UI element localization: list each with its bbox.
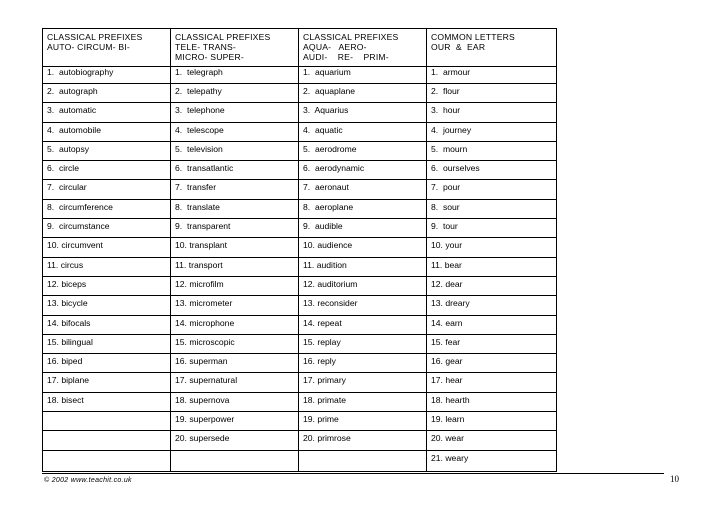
word-cell: 2. autograph — [43, 84, 171, 103]
word-cell: 2. telepathy — [171, 84, 299, 103]
word-cell: 7. circular — [43, 180, 171, 199]
word-cell: 11. circus — [43, 257, 171, 276]
table-row — [43, 161, 557, 180]
word-cell: 6. aerodynamic — [299, 161, 427, 180]
word-cell: 8. sour — [427, 199, 557, 218]
table-row — [43, 373, 557, 392]
word-cell: 13. reconsider — [299, 296, 427, 315]
word-cell: 10. transplant — [171, 238, 299, 257]
word-cell: 11. transport — [171, 257, 299, 276]
word-cell: 9. transparent — [171, 219, 299, 238]
word-cell: 13. bicycle — [43, 296, 171, 315]
word-cell: 5. television — [171, 141, 299, 160]
table-row — [43, 450, 557, 471]
word-cell: 18. supernova — [171, 392, 299, 411]
word-cell: 3. automatic — [43, 103, 171, 122]
word-cell: 10. your — [427, 238, 557, 257]
word-cell: 14. microphone — [171, 315, 299, 334]
word-cell: 1. aquarium — [299, 67, 427, 84]
word-cell: 4. aquatic — [299, 122, 427, 141]
word-cell — [43, 412, 171, 431]
word-cell: 13. micrometer — [171, 296, 299, 315]
word-cell: 17. biplane — [43, 373, 171, 392]
header-cell-aqua-aero-audi-re-prim: CLASSICAL PREFIXES AQUA- AERO- AUDI- RE- PRIM- — [299, 29, 427, 67]
word-cell: 5. autopsy — [43, 141, 171, 160]
header-cell-common-letters: COMMON LETTERS OUR & EAR — [427, 29, 557, 67]
word-cell: 1. telegraph — [171, 67, 299, 84]
footer-divider — [42, 473, 664, 474]
word-cell: 16. reply — [299, 354, 427, 373]
word-cell: 17. primary — [299, 373, 427, 392]
word-cell: 12. dear — [427, 276, 557, 295]
word-cell: 20. wear — [427, 431, 557, 450]
word-cell: 6. circle — [43, 161, 171, 180]
word-cell: 10. audience — [299, 238, 427, 257]
word-cell: 3. hour — [427, 103, 557, 122]
word-cell: 1. autobiography — [43, 67, 171, 84]
table-row — [43, 392, 557, 411]
table-row — [43, 412, 557, 431]
word-cell: 12. microfilm — [171, 276, 299, 295]
table-row — [43, 103, 557, 122]
table-row — [43, 296, 557, 315]
word-cell: 8. aeroplane — [299, 199, 427, 218]
word-cell: 18. primate — [299, 392, 427, 411]
word-cell: 15. microscopic — [171, 334, 299, 353]
table-row — [43, 257, 557, 276]
word-cell: 14. repeat — [299, 315, 427, 334]
word-cell: 21. weary — [427, 450, 557, 471]
word-cell: 11. bear — [427, 257, 557, 276]
word-cell: 4. journey — [427, 122, 557, 141]
word-cell: 15. fear — [427, 334, 557, 353]
table-row — [43, 238, 557, 257]
word-cell: 20. supersede — [171, 431, 299, 450]
word-cell: 7. transfer — [171, 180, 299, 199]
word-cell: 6. ourselves — [427, 161, 557, 180]
word-cell: 8. translate — [171, 199, 299, 218]
word-cell: 4. telescope — [171, 122, 299, 141]
word-cell: 1. armour — [427, 67, 557, 84]
table-row — [43, 431, 557, 450]
word-list-table — [42, 28, 557, 472]
word-cell: 19. learn — [427, 412, 557, 431]
word-cell: 8. circumference — [43, 199, 171, 218]
word-cell — [299, 450, 427, 471]
word-cell: 14. earn — [427, 315, 557, 334]
word-cell: 3. Aquarius — [299, 103, 427, 122]
word-cell: 2. aquaplane — [299, 84, 427, 103]
word-cell: 7. pour — [427, 180, 557, 199]
word-cell: 18. hearth — [427, 392, 557, 411]
word-cell: 16. biped — [43, 354, 171, 373]
word-cell: 16. gear — [427, 354, 557, 373]
word-cell: 20. primrose — [299, 431, 427, 450]
table-row — [43, 276, 557, 295]
word-cell: 10. circumvent — [43, 238, 171, 257]
word-cell: 17. supernatural — [171, 373, 299, 392]
word-cell: 5. aerodrome — [299, 141, 427, 160]
table-row — [43, 67, 557, 84]
word-cell: 7. aeronaut — [299, 180, 427, 199]
word-cell: 11. audition — [299, 257, 427, 276]
table-row — [43, 84, 557, 103]
table-row — [43, 122, 557, 141]
word-cell: 9. circumstance — [43, 219, 171, 238]
header-cell-auto-circum-bi: CLASSICAL PREFIXES AUTO- CIRCUM- BI- — [43, 29, 171, 67]
table-row — [43, 141, 557, 160]
table-row — [43, 219, 557, 238]
word-cell: 6. transatlantic — [171, 161, 299, 180]
header-cell-tele-trans-micro-super: CLASSICAL PREFIXES TELE- TRANS- MICRO- SUPER- — [171, 29, 299, 67]
word-cell: 9. audible — [299, 219, 427, 238]
table-row — [43, 354, 557, 373]
table-header-row — [43, 29, 557, 67]
word-cell: 13. dreary — [427, 296, 557, 315]
word-cell: 15. replay — [299, 334, 427, 353]
word-cell — [43, 450, 171, 471]
word-cell: 2. flour — [427, 84, 557, 103]
word-cell: 18. bisect — [43, 392, 171, 411]
word-cell: 12. auditorium — [299, 276, 427, 295]
word-cell: 14. bifocals — [43, 315, 171, 334]
table-row — [43, 180, 557, 199]
footer-copyright: © 2002 www.teachit.co.uk — [44, 477, 132, 484]
table-row — [43, 199, 557, 218]
table-row — [43, 334, 557, 353]
word-cell: 3. telephone — [171, 103, 299, 122]
word-cell — [43, 431, 171, 450]
word-cell: 17. hear — [427, 373, 557, 392]
word-cell: 19. prime — [299, 412, 427, 431]
word-cell: 19. superpower — [171, 412, 299, 431]
word-cell: 16. superman — [171, 354, 299, 373]
word-cell: 5. mourn — [427, 141, 557, 160]
word-cell: 9. tour — [427, 219, 557, 238]
word-cell: 4. automobile — [43, 122, 171, 141]
word-cell: 12. biceps — [43, 276, 171, 295]
word-cell: 15. bilingual — [43, 334, 171, 353]
table-body — [43, 67, 557, 472]
word-cell — [171, 450, 299, 471]
table-row — [43, 315, 557, 334]
page-number: 10 — [670, 474, 679, 484]
